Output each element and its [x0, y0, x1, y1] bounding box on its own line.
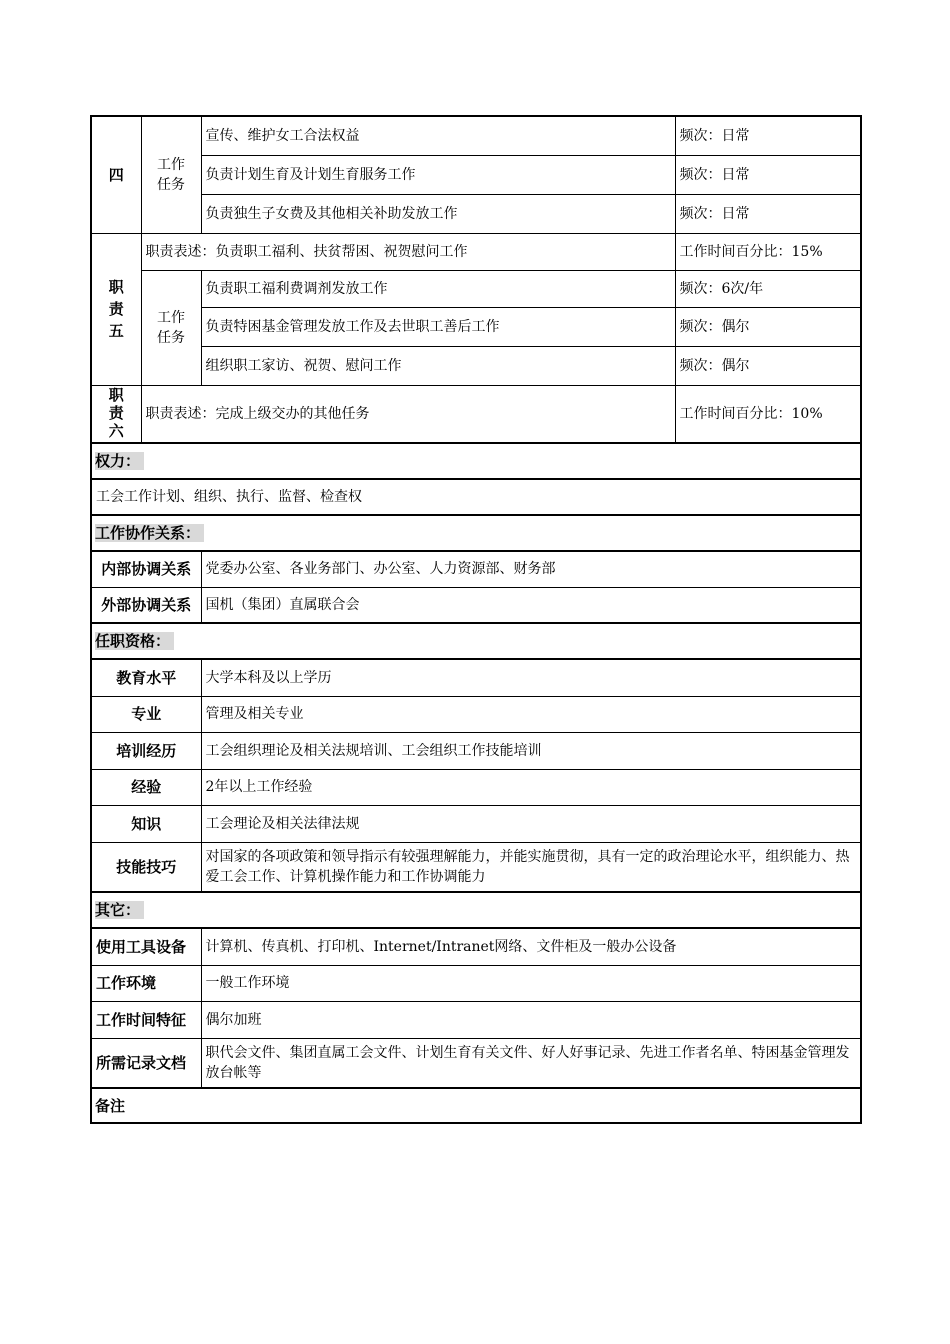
internal-relations-value: 党委办公室、各业务部门、办公室、人力资源部、财务部 [201, 551, 861, 587]
qualification-row [91, 842, 861, 892]
duty5-task-freq: 频次：6次/年 [675, 270, 861, 307]
qualification-label: 专业 [91, 696, 201, 732]
duty5-task-freq: 频次：偶尔 [675, 307, 861, 346]
duty4-task-freq: 频次：日常 [675, 194, 861, 233]
relations-internal-row [91, 551, 861, 587]
duty5-number: 职责五 [91, 233, 141, 385]
other-value: 一般工作环境 [201, 965, 861, 1001]
qualification-label: 培训经历 [91, 732, 201, 769]
duty4-number: 四 [91, 116, 141, 233]
authority-heading-row [91, 443, 861, 479]
duty5-task-text: 组织职工家访、祝贺、慰问工作 [201, 346, 675, 385]
duty6-row [91, 385, 861, 443]
qualifications-heading: 任职资格： [91, 623, 861, 659]
notes-row [91, 1088, 861, 1123]
duty5-task-row [91, 270, 861, 307]
duty4-task-row [91, 116, 861, 155]
qualification-label: 经验 [91, 769, 201, 805]
duty5-task-label: 工作任务 [141, 270, 201, 385]
qualification-value: 大学本科及以上学历 [201, 659, 861, 696]
other-value: 职代会文件、集团直属工会文件、计划生育有关文件、好人好事记录、先进工作者名单、特困基金管理发放台帐等 [201, 1038, 861, 1088]
duty6-time-pct: 工作时间百分比：10% [675, 385, 861, 443]
authority-content: 工会工作计划、组织、执行、监督、检查权 [91, 479, 861, 515]
job-description-table [90, 115, 862, 1124]
internal-relations-label: 内部协调关系 [91, 551, 201, 587]
other-label: 工作时间特征 [91, 1001, 201, 1038]
qualification-row [91, 805, 861, 842]
duty5-time-pct: 工作时间百分比：15% [675, 233, 861, 270]
qualification-value: 2年以上工作经验 [201, 769, 861, 805]
qualification-row [91, 732, 861, 769]
authority-content-row [91, 479, 861, 515]
duty5-task-row [91, 307, 861, 346]
other-value: 计算机、传真机、打印机、Internet/Intranet网络、文件柜及一般办公设备 [201, 928, 861, 965]
other-value: 偶尔加班 [201, 1001, 861, 1038]
qualification-row [91, 769, 861, 805]
other-row [91, 1001, 861, 1038]
qualification-value: 对国家的各项政策和领导指示有较强理解能力，并能实施贯彻，具有一定的政治理论水平，组织能力、热爱工会工作、计算机操作能力和工作协调能力 [201, 842, 861, 892]
duty5-task-text: 负责特困基金管理发放工作及去世职工善后工作 [201, 307, 675, 346]
authority-heading: 权力： [91, 443, 861, 479]
notes-heading: 备注 [91, 1088, 861, 1123]
duty4-task-label: 工作任务 [141, 116, 201, 233]
duty4-task-freq: 频次：日常 [675, 116, 861, 155]
qualification-value: 管理及相关专业 [201, 696, 861, 732]
qualification-value: 工会组织理论及相关法规培训、工会组织工作技能培训 [201, 732, 861, 769]
qualification-row [91, 696, 861, 732]
relations-heading-row [91, 515, 861, 551]
qualification-value: 工会理论及相关法律法规 [201, 805, 861, 842]
other-heading: 其它： [91, 892, 861, 928]
duty4-task-row [91, 155, 861, 194]
relations-external-row [91, 587, 861, 623]
external-relations-value: 国机（集团）直属联合会 [201, 587, 861, 623]
duty6-description: 职责表述：完成上级交办的其他任务 [141, 385, 675, 443]
qualification-label: 教育水平 [91, 659, 201, 696]
duty5-description: 职责表述：负责职工福利、扶贫帮困、祝贺慰问工作 [141, 233, 675, 270]
qualifications-heading-row [91, 623, 861, 659]
other-label: 工作环境 [91, 965, 201, 1001]
duty5-task-row [91, 346, 861, 385]
duty5-description-row [91, 233, 861, 270]
duty5-task-text: 负责职工福利费调剂发放工作 [201, 270, 675, 307]
qualification-label: 知识 [91, 805, 201, 842]
job-description-page [90, 115, 860, 1124]
other-row [91, 928, 861, 965]
relations-heading: 工作协作关系： [91, 515, 861, 551]
other-row [91, 965, 861, 1001]
duty6-number: 职责六 [91, 385, 141, 443]
duty4-task-text: 负责独生子女费及其他相关补助发放工作 [201, 194, 675, 233]
duty4-task-text: 负责计划生育及计划生育服务工作 [201, 155, 675, 194]
qualification-row [91, 659, 861, 696]
other-row [91, 1038, 861, 1088]
other-label: 所需记录文档 [91, 1038, 201, 1088]
duty4-task-text: 宣传、维护女工合法权益 [201, 116, 675, 155]
qualification-label: 技能技巧 [91, 842, 201, 892]
duty5-task-freq: 频次：偶尔 [675, 346, 861, 385]
other-heading-row [91, 892, 861, 928]
external-relations-label: 外部协调关系 [91, 587, 201, 623]
other-label: 使用工具设备 [91, 928, 201, 965]
duty4-task-row [91, 194, 861, 233]
duty4-task-freq: 频次：日常 [675, 155, 861, 194]
